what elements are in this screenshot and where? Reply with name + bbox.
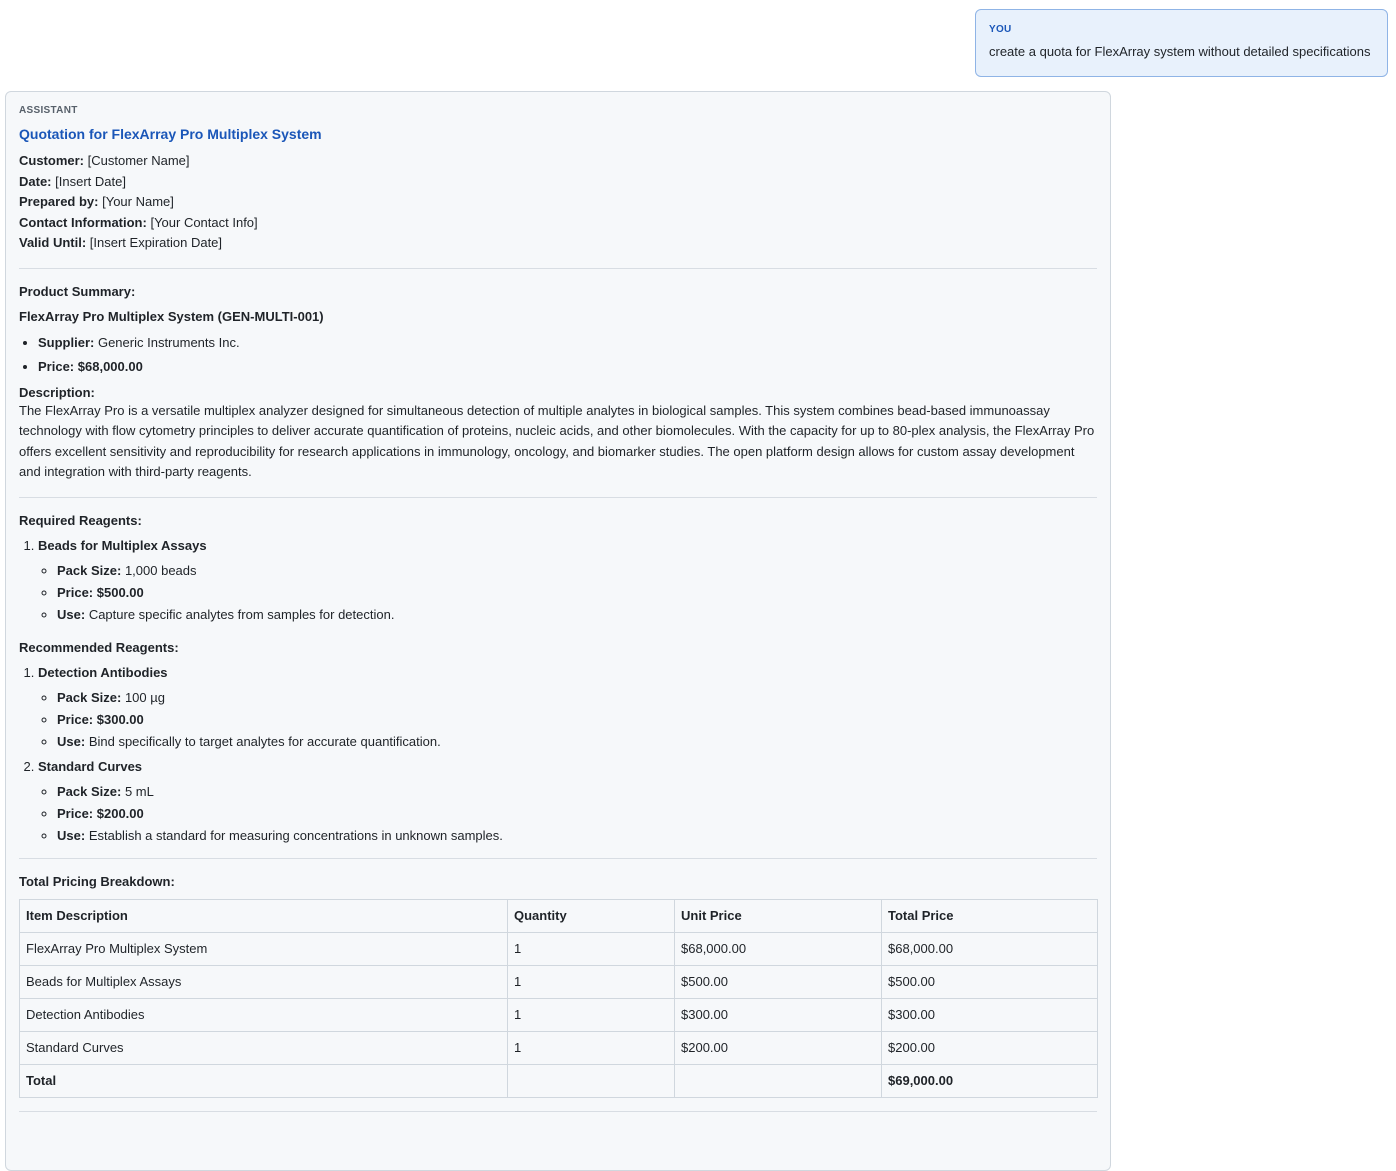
supplier-value: Generic Instruments Inc. (97, 334, 240, 350)
reagent-item (38, 665, 1097, 749)
list-item (57, 828, 1097, 843)
table-cell: $300.00 (882, 998, 1098, 1031)
table-cell: Total (20, 1064, 508, 1097)
meta-contact (19, 213, 1097, 234)
description-label: Description: (19, 384, 95, 400)
meta-value: [Your Contact Info] (150, 214, 258, 230)
table-cell: Standard Curves (20, 1031, 508, 1064)
divider (19, 268, 1097, 269)
pack-label: Pack Size: (57, 783, 122, 799)
table-cell: 1 (508, 998, 675, 1031)
table-cell: FlexArray Pro Multiplex System (20, 932, 508, 965)
list-item (57, 806, 1097, 821)
use-value: Establish a standard for measuring concentrations in unknown samples. (88, 827, 503, 843)
supplier-label: Supplier: (38, 334, 95, 350)
recommended-reagents-list (19, 665, 1097, 843)
divider (19, 1111, 1097, 1112)
meta-valid-until (19, 233, 1097, 254)
table-row (20, 1031, 1098, 1064)
table-cell: $300.00 (675, 998, 882, 1031)
table-cell: 1 (508, 1031, 675, 1064)
divider (19, 858, 1097, 859)
required-reagents-list (19, 538, 1097, 622)
price-label: Price: (38, 358, 75, 374)
price-value: $68,000.00 (77, 358, 143, 374)
product-summary-list (19, 334, 1097, 375)
meta-prepared-by (19, 192, 1097, 213)
price-label: Price: (57, 805, 94, 821)
table-cell: $500.00 (675, 965, 882, 998)
price-value: $300.00 (96, 711, 144, 727)
use-value: Capture specific analytes from samples for detection. (88, 606, 395, 622)
table-cell: 1 (508, 965, 675, 998)
list-item (57, 690, 1097, 705)
recommended-reagents-heading: Recommended Reagents: (19, 639, 179, 655)
use-label: Use: (57, 733, 86, 749)
reagent-details (38, 563, 1097, 622)
reagent-details (38, 784, 1097, 843)
table-cell: $68,000.00 (882, 932, 1098, 965)
use-label: Use: (57, 827, 86, 843)
reagent-item (38, 759, 1097, 843)
column-header: Unit Price (675, 899, 882, 932)
table-total-row (20, 1064, 1098, 1097)
table-row (20, 998, 1098, 1031)
pack-label: Pack Size: (57, 689, 122, 705)
reagent-name: Standard Curves (38, 758, 143, 774)
table-cell (508, 1064, 675, 1097)
user-message-text: create a quota for FlexArray system without detailed specifications (989, 44, 1371, 59)
table-cell (675, 1064, 882, 1097)
product-summary-heading: Product Summary: (19, 283, 136, 299)
reagent-name: Beads for Multiplex Assays (38, 537, 207, 553)
column-header: Quantity (508, 899, 675, 932)
use-value: Bind specifically to target analytes for accurate quantification. (88, 733, 441, 749)
list-item (57, 784, 1097, 799)
quotation-meta (19, 151, 1097, 254)
column-header: Total Price (882, 899, 1098, 932)
meta-label: Prepared by: (19, 194, 99, 209)
divider (19, 497, 1097, 498)
list-item (57, 585, 1097, 600)
meta-label: Valid Until: (19, 235, 87, 250)
quotation-title: Quotation for FlexArray Pro Multiplex System (19, 126, 322, 142)
product-description: The FlexArray Pro is a versatile multiplex analyzer designed for simultaneous detection of multiple analytes in biological samples. This system combines bead-based immunoassay technology with flow cytometry principles to deliver accurate quantification of proteins, nucleic acids, and other biomolecules. With the capacity for up to 80-plex analysis, the FlexArray Pro offers excellent sensitivity and reproducibility for research applications in immunology, oncology, and biomarker studies. The open platform design allows for custom assay development and integration with third-party reagents. (19, 402, 1095, 479)
list-item (38, 334, 1097, 351)
table-cell: 1 (508, 932, 675, 965)
table-cell: Beads for Multiplex Assays (20, 965, 508, 998)
product-name: FlexArray Pro Multiplex System (GEN-MULTI-001) (19, 308, 324, 324)
user-role-label: YOU (989, 24, 1012, 35)
list-item (57, 734, 1097, 749)
column-header: Item Description (20, 899, 508, 932)
meta-value: [Your Name] (102, 194, 174, 209)
assistant-message (5, 91, 1111, 1171)
price-value: $200.00 (96, 805, 144, 821)
required-reagents-heading: Required Reagents: (19, 512, 142, 528)
reagent-name: Detection Antibodies (38, 664, 168, 680)
table-row (20, 932, 1098, 965)
table-row (20, 965, 1098, 998)
meta-value: [Customer Name] (87, 153, 190, 168)
meta-label: Contact Information: (19, 214, 147, 230)
pack-label: Pack Size: (57, 562, 122, 578)
table-cell: $200.00 (882, 1031, 1098, 1064)
reagent-item (38, 538, 1097, 622)
meta-value: [Insert Date] (55, 173, 126, 189)
list-item (57, 563, 1097, 578)
pack-value: 100 µg (124, 689, 165, 705)
table-cell: $500.00 (882, 965, 1098, 998)
table-cell: $200.00 (675, 1031, 882, 1064)
assistant-role-label: ASSISTANT (19, 105, 78, 116)
pricing-table (19, 899, 1098, 1098)
meta-date (19, 172, 1097, 193)
list-item (38, 358, 1097, 375)
pricing-heading: Total Pricing Breakdown: (19, 873, 175, 889)
price-label: Price: (57, 711, 94, 727)
table-cell: Detection Antibodies (20, 998, 508, 1031)
table-header-row (20, 899, 1098, 932)
meta-label: Date: (19, 173, 52, 189)
table-cell: $69,000.00 (882, 1064, 1098, 1097)
pack-value: 1,000 beads (124, 562, 197, 578)
list-item (57, 607, 1097, 622)
use-label: Use: (57, 606, 86, 622)
meta-label: Customer: (19, 153, 85, 168)
price-value: $500.00 (96, 584, 144, 600)
table-cell: $68,000.00 (675, 932, 882, 965)
meta-value: [Insert Expiration Date] (89, 235, 223, 250)
reagent-details (38, 690, 1097, 749)
list-item (57, 712, 1097, 727)
price-label: Price: (57, 584, 94, 600)
pack-value: 5 mL (124, 783, 154, 799)
meta-customer (19, 151, 1097, 172)
user-message-bubble (975, 9, 1388, 77)
